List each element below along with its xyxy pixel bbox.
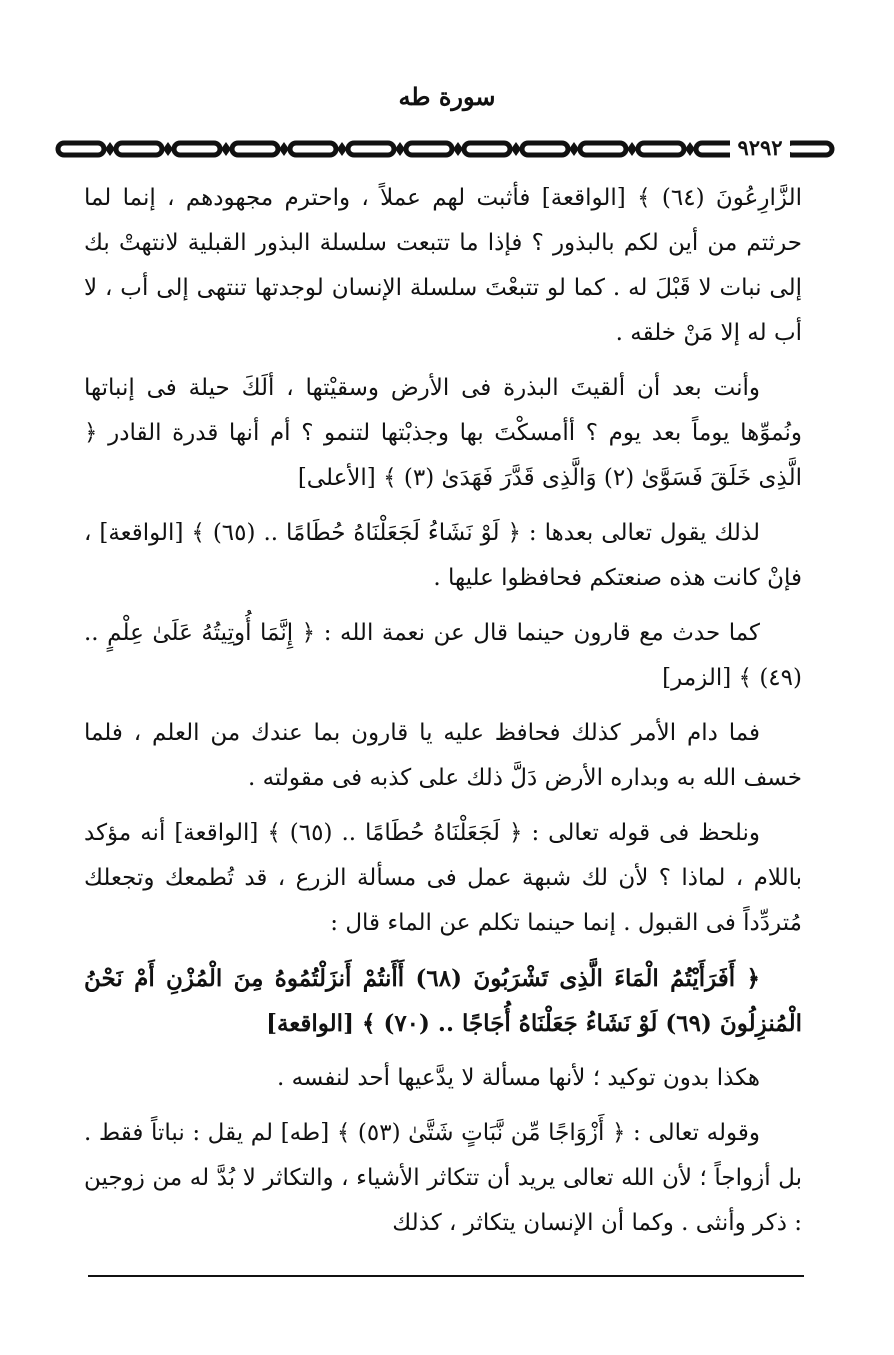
paragraph: الزَّارِعُونَ (٦٤) ﴾ [الواقعة] فأثبت لهم عملاً ، واحترم مجهودهم ، إنما لما حرثتم من أين لكم بالبذور ؟ فإذا ما تتبعت سلسلة البذور القبلية لانتهتْ بك إلى نبات لا قَبْلَ له . كما لو تتبعْتَ سلسلة الإنسان لوجدتها تنتهى إلى أب ، لا أب له إلا مَنْ خلقه . — [84, 185, 802, 346]
paragraph: وقوله تعالى : ﴿ أَزْوَاجًا مِّن نَّبَاتٍ شَتَّىٰ (٥٣) ﴾ [طه] لم يقل : نباتاً فقط . بل أزواجاً ؛ لأن الله تعالى يريد أن تتكاثر الأشياء ، والتكاثر لا بُدَّ له من زوجين : ذكر وأنثى . وكما أن الإنسان يتكاثر ، كذلك — [84, 1120, 802, 1236]
paragraph: وأنت بعد أن ألقيتَ البذرة فى الأرض وسقيْتها ، ألَكَ حيلة فى إنباتها ونُموِّها يوماً بعد يوم ؟ أأمسكْتَ بها وجذبْتها لتنمو ؟ أم أنها قدرة القادر ﴿ الَّذِى خَلَقَ فَسَوَّىٰ (٢) وَالَّذِى قَدَّرَ فَهَدَىٰ (٣) ﴾ [الأعلى] — [84, 375, 802, 491]
quran-verse-block: ﴿ أَفَرَأَيْتُمُ الْمَاءَ الَّذِى تَشْرَبُونَ (٦٨) أَأَنتُمْ أَنزَلْتُمُوهُ مِنَ الْمُزْنِ أَمْ نَحْنُ الْمُنزِلُونَ (٦٩) لَوْ نَشَاءُ جَعَلْنَاهُ أُجَاجًا .. (٧٠) ﴾ [الواقعة] — [84, 965, 802, 1037]
body-text — [84, 176, 802, 1256]
paragraph: لذلك يقول تعالى بعدها : ﴿ لَوْ نَشَاءُ لَجَعَلْنَاهُ حُطَامًا .. (٦٥) ﴾ [الواقعة] ، فإنْ كانت هذه صنعتكم فحافظوا عليها . — [84, 520, 802, 591]
ornamental-border — [54, 134, 840, 164]
paragraph: فما دام الأمر كذلك فحافظ عليه يا قارون بما عندك من العلم ، فلما خسف الله به وبداره الأرض دَلَّ ذلك على كذبه فى مقولته . — [84, 720, 802, 791]
paragraph: ونلحظ فى قوله تعالى : ﴿ لَجَعَلْنَاهُ حُطَامًا .. (٦٥) ﴾ [الواقعة] أنه مؤكد باللام ، لماذا ؟ لأن لك شبهة عمل فى مسألة الزرع ، قد تُطمعك وتجعلك مُتردِّداً فى القبول . إنما حينما تكلم عن الماء قال : — [84, 820, 802, 936]
surah-title: سورة طه — [398, 82, 496, 111]
paragraph: هكذا بدون توكيد ؛ لأنها مسألة لا يدَّعيها أحد لنفسه . — [276, 1065, 760, 1091]
footer-rule — [88, 1275, 804, 1277]
paragraph: كما حدث مع قارون حينما قال عن نعمة الله : ﴿ إِنَّمَا أُوتِيتُهُ عَلَىٰ عِلْمٍ .. (٤٩) ﴾ [الزمر] — [84, 620, 802, 691]
page-number: ٩٢٩٢ — [730, 135, 790, 161]
